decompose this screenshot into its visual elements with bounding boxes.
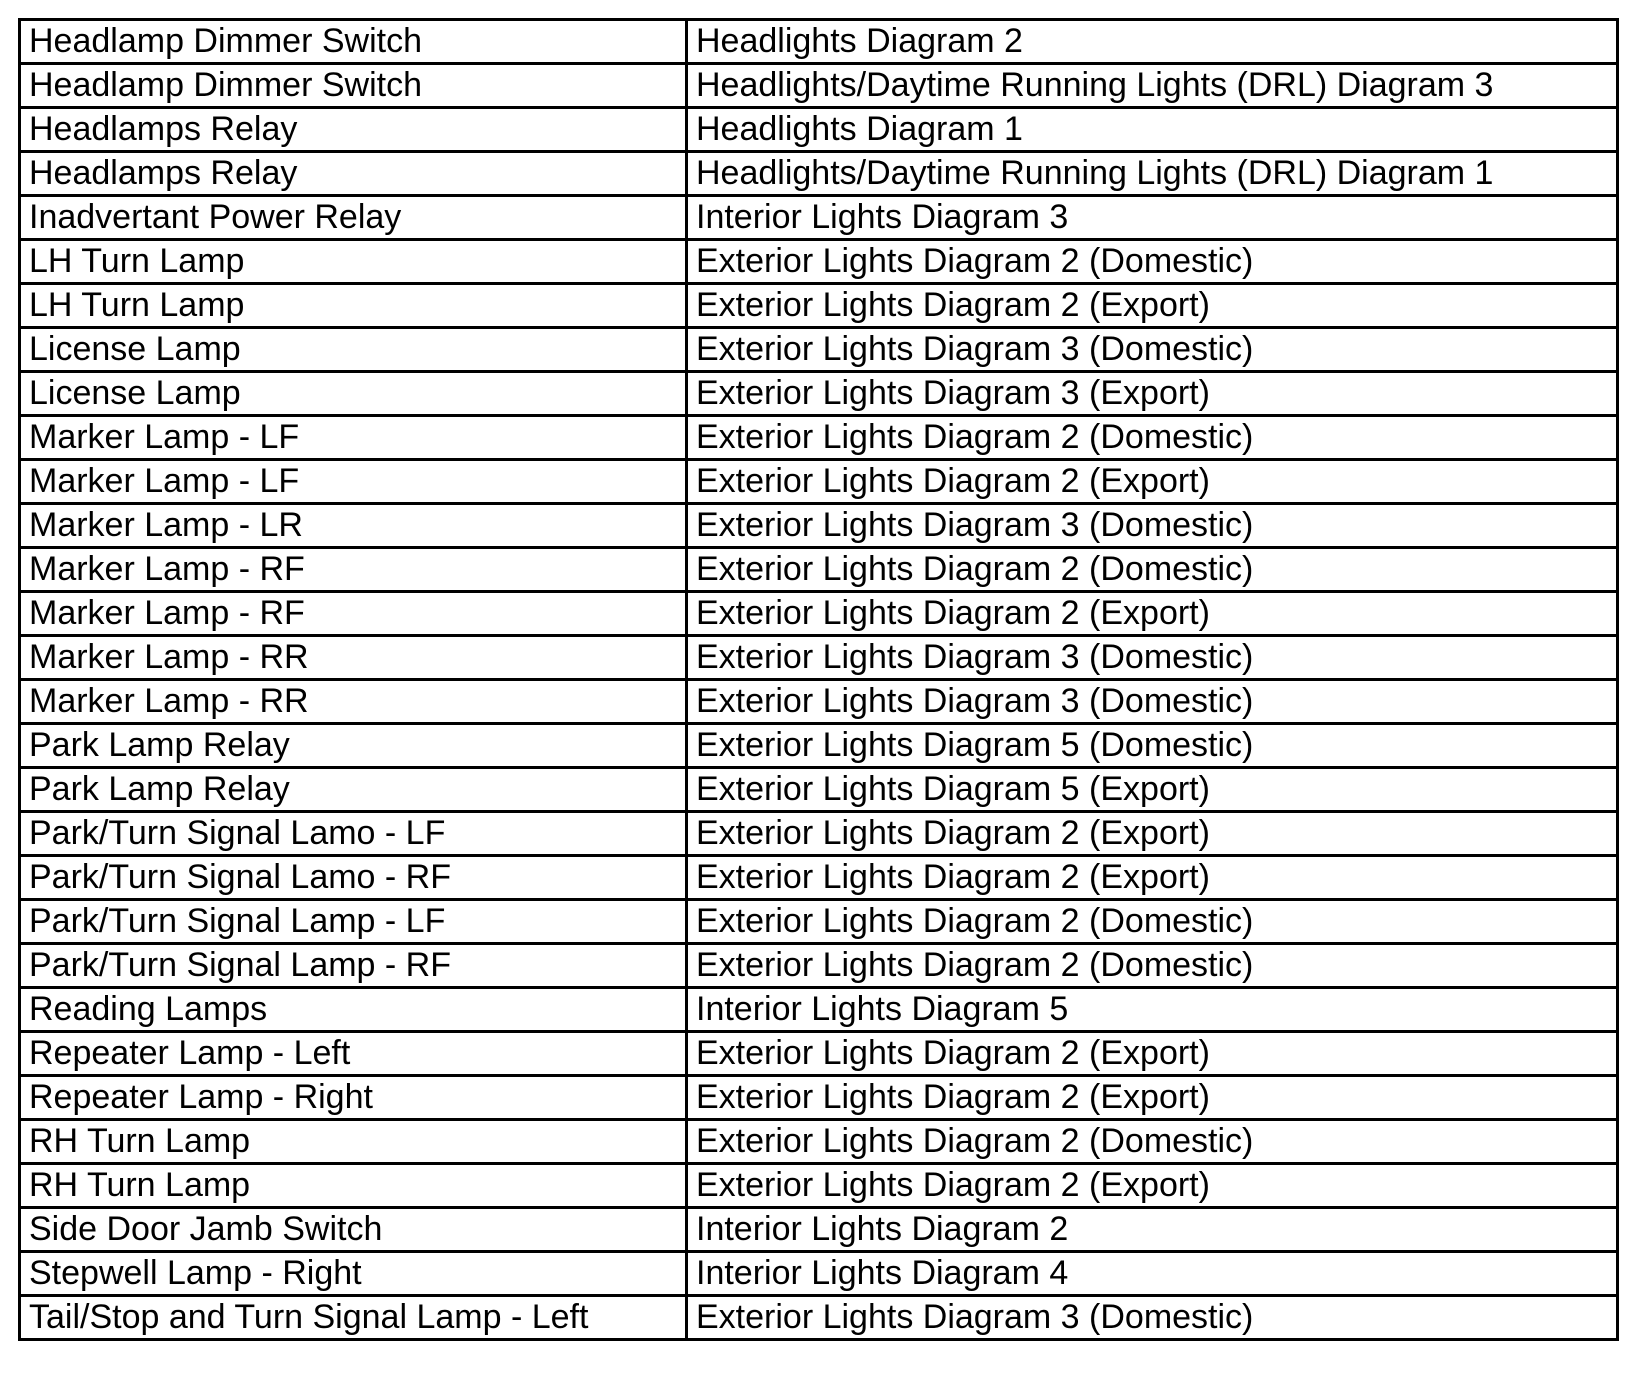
table-row: [20, 108, 1618, 152]
diagram-reference-cell: Exterior Lights Diagram 3 (Domestic): [687, 680, 1618, 724]
diagram-reference-cell: Exterior Lights Diagram 2 (Domestic): [687, 416, 1618, 460]
diagram-reference-cell: Exterior Lights Diagram 2 (Export): [687, 856, 1618, 900]
table-row: [20, 724, 1618, 768]
diagram-reference-cell: Interior Lights Diagram 4: [687, 1252, 1618, 1296]
table-row: [20, 812, 1618, 856]
diagram-reference-cell: Exterior Lights Diagram 2 (Export): [687, 1164, 1618, 1208]
component-name-cell: Reading Lamps: [20, 988, 687, 1032]
table-row: [20, 1208, 1618, 1252]
component-name-cell: Park/Turn Signal Lamp - RF: [20, 944, 687, 988]
table-row: [20, 1164, 1618, 1208]
diagram-reference-cell: Exterior Lights Diagram 3 (Domestic): [687, 1296, 1618, 1340]
diagram-reference-cell: Headlights Diagram 1: [687, 108, 1618, 152]
table-row: [20, 328, 1618, 372]
diagram-reference-cell: Exterior Lights Diagram 3 (Domestic): [687, 504, 1618, 548]
component-name-cell: Stepwell Lamp - Right: [20, 1252, 687, 1296]
component-name-cell: Headlamp Dimmer Switch: [20, 64, 687, 108]
table-row: [20, 504, 1618, 548]
diagram-reference-cell: Exterior Lights Diagram 2 (Domestic): [687, 900, 1618, 944]
table-row: [20, 372, 1618, 416]
diagram-reference-cell: Exterior Lights Diagram 3 (Domestic): [687, 328, 1618, 372]
table-row: [20, 416, 1618, 460]
table-row: [20, 548, 1618, 592]
component-name-cell: Headlamp Dimmer Switch: [20, 20, 687, 64]
table-row: [20, 460, 1618, 504]
component-name-cell: Headlamps Relay: [20, 152, 687, 196]
component-name-cell: Park/Turn Signal Lamp - LF: [20, 900, 687, 944]
diagram-reference-cell: Exterior Lights Diagram 5 (Export): [687, 768, 1618, 812]
component-name-cell: Park Lamp Relay: [20, 724, 687, 768]
component-name-cell: Park Lamp Relay: [20, 768, 687, 812]
component-name-cell: Marker Lamp - LF: [20, 416, 687, 460]
table-row: [20, 856, 1618, 900]
table-row: [20, 768, 1618, 812]
table-row: [20, 900, 1618, 944]
diagram-reference-cell: Exterior Lights Diagram 2 (Export): [687, 1032, 1618, 1076]
diagram-reference-cell: Exterior Lights Diagram 5 (Domestic): [687, 724, 1618, 768]
diagram-reference-cell: Exterior Lights Diagram 2 (Domestic): [687, 1120, 1618, 1164]
diagram-reference-cell: Interior Lights Diagram 5: [687, 988, 1618, 1032]
table-row: [20, 592, 1618, 636]
table-row: [20, 1252, 1618, 1296]
component-name-cell: Side Door Jamb Switch: [20, 1208, 687, 1252]
component-name-cell: Marker Lamp - RR: [20, 680, 687, 724]
component-name-cell: Marker Lamp - RF: [20, 548, 687, 592]
diagram-reference-cell: Exterior Lights Diagram 2 (Domestic): [687, 944, 1618, 988]
diagram-reference-cell: Exterior Lights Diagram 2 (Domestic): [687, 240, 1618, 284]
table-row: [20, 1296, 1618, 1340]
table-row: [20, 284, 1618, 328]
component-name-cell: RH Turn Lamp: [20, 1164, 687, 1208]
component-index-sheet: [18, 18, 1616, 1341]
table-row: [20, 680, 1618, 724]
diagram-reference-cell: Exterior Lights Diagram 2 (Domestic): [687, 548, 1618, 592]
diagram-reference-cell: Headlights/Daytime Running Lights (DRL) Diagram 3: [687, 64, 1618, 108]
component-name-cell: Marker Lamp - LF: [20, 460, 687, 504]
table-row: [20, 196, 1618, 240]
component-name-cell: Inadvertant Power Relay: [20, 196, 687, 240]
component-name-cell: License Lamp: [20, 372, 687, 416]
component-name-cell: Marker Lamp - RF: [20, 592, 687, 636]
diagram-reference-cell: Headlights Diagram 2: [687, 20, 1618, 64]
component-index-table: [18, 18, 1619, 1341]
component-name-cell: Park/Turn Signal Lamo - RF: [20, 856, 687, 900]
diagram-reference-cell: Exterior Lights Diagram 2 (Export): [687, 592, 1618, 636]
component-name-cell: LH Turn Lamp: [20, 240, 687, 284]
diagram-reference-cell: Exterior Lights Diagram 2 (Export): [687, 284, 1618, 328]
component-name-cell: Tail/Stop and Turn Signal Lamp - Left: [20, 1296, 687, 1340]
diagram-reference-cell: Exterior Lights Diagram 3 (Domestic): [687, 636, 1618, 680]
component-name-cell: LH Turn Lamp: [20, 284, 687, 328]
diagram-reference-cell: Headlights/Daytime Running Lights (DRL) Diagram 1: [687, 152, 1618, 196]
table-row: [20, 988, 1618, 1032]
table-row: [20, 944, 1618, 988]
table-body: [20, 20, 1618, 1340]
table-row: [20, 152, 1618, 196]
component-name-cell: Repeater Lamp - Right: [20, 1076, 687, 1120]
diagram-reference-cell: Interior Lights Diagram 2: [687, 1208, 1618, 1252]
table-row: [20, 20, 1618, 64]
table-row: [20, 1076, 1618, 1120]
table-row: [20, 64, 1618, 108]
table-row: [20, 1120, 1618, 1164]
diagram-reference-cell: Exterior Lights Diagram 2 (Export): [687, 1076, 1618, 1120]
component-name-cell: Repeater Lamp - Left: [20, 1032, 687, 1076]
diagram-reference-cell: Exterior Lights Diagram 2 (Export): [687, 812, 1618, 856]
diagram-reference-cell: Exterior Lights Diagram 3 (Export): [687, 372, 1618, 416]
component-name-cell: RH Turn Lamp: [20, 1120, 687, 1164]
table-row: [20, 1032, 1618, 1076]
diagram-reference-cell: Interior Lights Diagram 3: [687, 196, 1618, 240]
component-name-cell: Headlamps Relay: [20, 108, 687, 152]
table-row: [20, 240, 1618, 284]
component-name-cell: Marker Lamp - LR: [20, 504, 687, 548]
component-name-cell: License Lamp: [20, 328, 687, 372]
table-row: [20, 636, 1618, 680]
component-name-cell: Marker Lamp - RR: [20, 636, 687, 680]
diagram-reference-cell: Exterior Lights Diagram 2 (Export): [687, 460, 1618, 504]
component-name-cell: Park/Turn Signal Lamo - LF: [20, 812, 687, 856]
